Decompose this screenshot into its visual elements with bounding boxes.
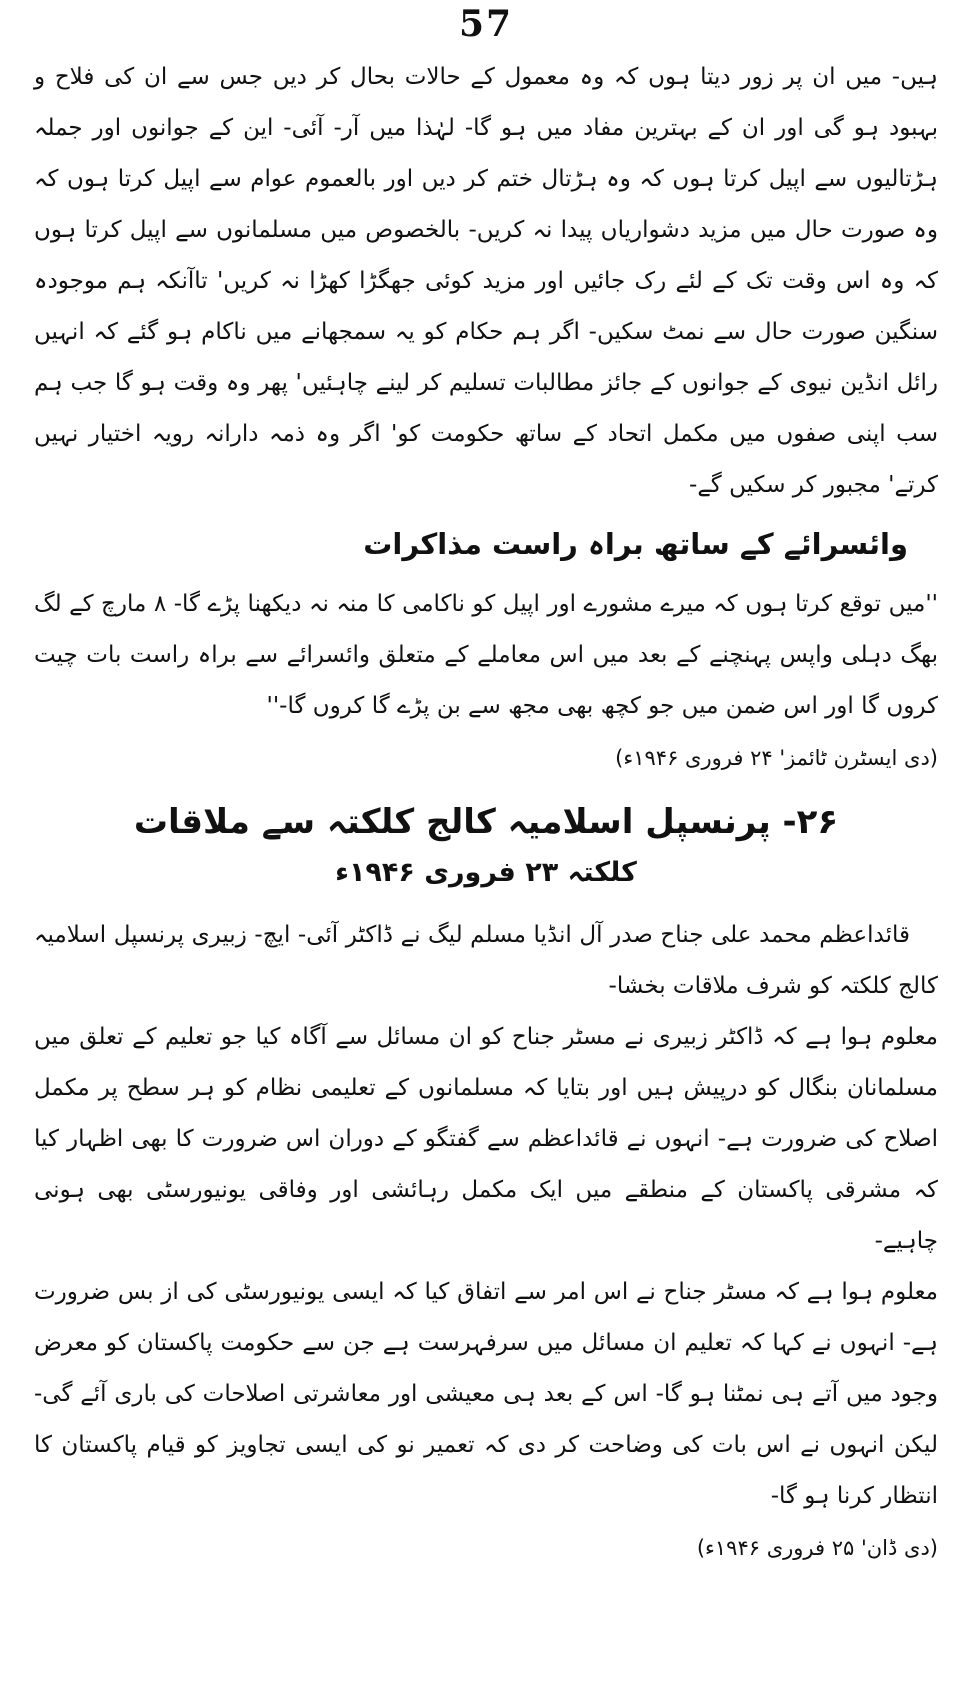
chapter-dateline: کلکتہ ۲۳ فروری ۱۹۴۶ء: [335, 857, 637, 888]
chapter-paragraph-3: معلوم ہوا ہے کہ مسٹر جناح نے اس امر سے اتفاق کیا کہ ایسی یونیورسٹی کی از بس ضرورت ہے- انہوں نے کہا کہ تعلیم ان مسائل میں سرفہرست ہے جن سے حکومت پاکستان کو معرض وجود میں آتے ہی نمٹنا ہو گا- اس کے بعد ہی معیشی اور معاشرتی اصلاحات کی باری آئے گی- لیکن انہوں نے اس بات کی وضاحت کر دی کہ تعمیر نو کی ایسی تجاویز کو قیام پاکستان کا انتظار کرنا ہو گا-: [34, 1279, 938, 1509]
quote-paragraph: ''میں توقع کرتا ہوں کہ میرے مشورے اور اپیل کو ناکامی کا منہ نہ دیکھنا پڑے گا- ۸ مارچ کے لگ بھگ دہلی واپس پہنچنے کے بعد میں اس معاملے کے متعلق وائسرائے سے براہ راست بات چیت کروں گا اور اس ضمن میں جو کچھ بھی مجھ سے بن پڑے گا کروں گا-'': [34, 591, 939, 719]
chapter-paragraph-1: قائداعظم محمد علی جناح صدر آل انڈیا مسلم لیگ نے ڈاکٹر آئی- ایچ- زبیری پرنسپل اسلامیہ کالج کلکتہ کو شرف ملاقات بخشا-: [34, 922, 938, 999]
source-citation-dawn: (دی ڈان' ۲۵ فروری ۱۹۴۶ء): [696, 1536, 938, 1560]
section-heading-viceroy-talks: وائسرائے کے ساتھ براہ راست مذاکرات: [363, 527, 908, 561]
chapter-title: ۲۶- پرنسپل اسلامیہ کالج کلکتہ سے ملاقات: [133, 802, 839, 842]
page-number: 57: [458, 3, 514, 45]
opening-paragraph: ہیں- میں ان پر زور دیتا ہوں کہ وہ معمول کے حالات بحال کر دیں جس سے ان کی فلاح و بہبود ہو گی اور ان کے بہترین مفاد میں ہو گا- لہٰذا میں آر- آئی- این کے جوانوں اور جملہ ہڑتالیوں سے اپیل کرتا ہوں کہ وہ ہڑتال ختم کر دیں اور بالعموم عوام سے اپیل کرتا ہوں کہ وہ صورت حال میں مزید دشواریاں پیدا نہ کریں- بالخصوص میں مسلمانوں سے اپیل کرتا ہوں کہ وہ اس وقت تک کے لئے رک جائیں اور مزید کوئی جھگڑا کھڑا نہ کریں' تاآنکہ ہم موجودہ سنگین صورت حال سے نمٹ سکیں- اگر ہم حکام کو یہ سمجھانے میں ناکام ہو گئے کہ انہیں رائل انڈین نیوی کے جوانوں کے جائز مطالبات تسلیم کر لینے چاہئیں' پھر وہ وقت ہو گا جب ہم سب اپنی صفوں میں مکمل اتحاد کے ساتھ حکومت کو' اگر وہ ذمہ دارانہ رویہ اختیار نہیں کرتے' مجبور کر سکیں گے-: [34, 64, 938, 498]
chapter-paragraph-2: معلوم ہوا ہے کہ ڈاکٹر زبیری نے مسٹر جناح کو ان مسائل سے آگاہ کیا جو تعلیم کے تعلق میں مسلمانان بنگال کو درپیش ہیں اور بتایا کہ مسلمانوں کے تعلیمی نظام کو ہر سطح پر مکمل اصلاح کی ضرورت ہے- انہوں نے قائداعظم سے گفتگو کے دوران اس ضرورت کا بھی اظہار کیا کہ مشرقی پاکستان کے منطقے میں ایک مکمل رہائشی اور وفاقی یونیورسٹی بھی ہونی چاہیے-: [34, 1024, 938, 1254]
source-citation-eastern-times: (دی ایسٹرن ٹائمز' ۲۴ فروری ۱۹۴۶ء): [615, 746, 938, 770]
